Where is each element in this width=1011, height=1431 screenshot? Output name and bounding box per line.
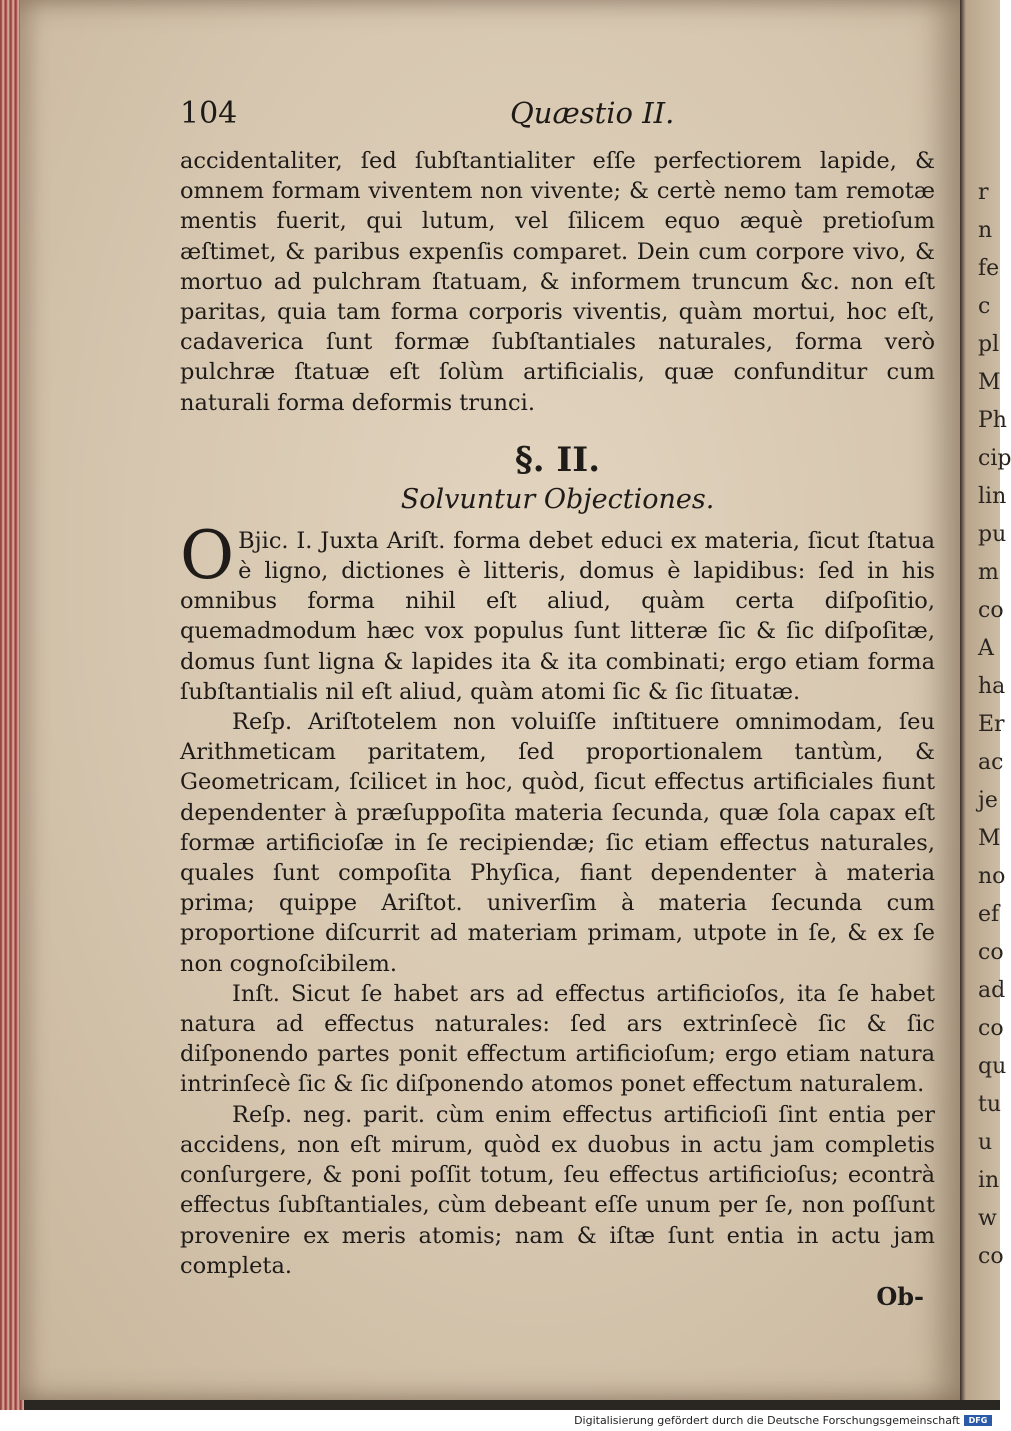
facing-page-fragment: qu [978,1054,1007,1079]
facing-page-fragment: ha [978,674,1006,699]
response-paragraph: Reſp. Ariſtotelem non voluiſſe inſtituere omnimodam, ſeu Arithmeticam paritatem, ſed proportionalem tantùm, & Geometricam, ſcilicet in hoc, quòd, ſicut effectus artificiales fiunt dependenter à præſuppoſita materia ſecunda, quæ ſola capax eſt formæ artificioſæ in ſe recipiendæ; ſic etiam effectus naturales, quales ſunt compoſita Phyſica, fiant dependenter à materia prima; quippe Ariſtot. univerſim à materia ſecunda cum proportione diſcurrit ad materiam primam, utpote in ſe, & ex ſe non cognoſcibilem. [180,709,935,977]
facing-page-fragment: co [978,1244,1004,1269]
facing-page-fragment: pu [978,522,1007,547]
facing-page-fragment: ac [978,750,1004,775]
facing-page-fragment: in [978,1168,1000,1193]
instance-paragraph: Inſt. Sicut ſe habet ars ad effectus artificioſos, ita ſe habet natura ad effectus naturales: ſed ars extrinſecè ſic & ſic diſponendo partes ponit effectum artificioſum; ergo etiam natura intrinſecè ſic & ſic diſponendo atomos ponet effectum naturalem. [180,980,935,1098]
facing-page-fragment: je [978,788,998,813]
dfg-logo: DFG [964,1415,992,1426]
page-header [180,96,920,136]
facing-page-fragment: ad [978,978,1006,1003]
facing-page-edge [960,0,1011,1400]
drop-cap: O [180,516,235,594]
facing-page-fragment: Er [978,712,1005,737]
catchword: Ob- [876,1282,924,1311]
digitization-footer [0,1410,1000,1431]
facing-page-fragment: M [978,370,1001,395]
facing-page-fragment: no [978,864,1006,889]
facing-page-fragment: pl [978,332,1000,357]
facing-page-fragment: A [978,636,994,661]
facing-page-fragment: n [978,218,993,243]
body-text [180,146,935,1281]
facing-page-fragment: co [978,940,1004,965]
facing-page-fragment: cip [978,446,1011,471]
facing-page-fragment: u [978,1130,993,1155]
facing-page-fragment: ef [978,902,1000,927]
facing-page-fragment: r [978,180,989,205]
facing-page-fragment: Ph [978,408,1007,433]
paragraph-continued: accidentaliter, ſed ſubſtantialiter eſſe perfectiorem lapide, & omnem formam viventem non vivente; & certè nemo tam remotæ mentis fuerit, qui lutum, vel ſilicem equo æquè pretioſum æſtimet, & paribus expenſis comparet. Dein cum corpore vivo, & mortuo ad pulchram ſtatuam, & informem truncum &c. non eſt paritas, quia tam forma corporis viventis, quàm mortui, hoc eſt, cadaverica ſunt formæ ſubſtantiales naturales, forma verò pulchræ ſtatuæ eſt ſolùm artificialis, quæ confunditur cum naturali forma deformis trunci. [180,148,935,416]
facing-page-fragment: co [978,598,1004,623]
section-number: §. II. [514,439,601,480]
objection-paragraph [180,516,935,707]
facing-page-fragment: lin [978,484,1007,509]
running-head: Quæstio II. [510,96,675,130]
facing-page-fragment: fe [978,256,1000,281]
facing-page-fragment: tu [978,1092,1002,1117]
section-title: Solvuntur Objectiones. [400,483,715,515]
facing-page-fragment: w [978,1206,997,1231]
facing-page-fragment: m [978,560,999,585]
response-paragraph-2: Reſp. neg. parit. cùm enim effectus artificioſi ſint entia per accidens, non eſt mirum, quòd ex duobus in actu jam completis conſurgere, & poni poſſit totum, ſeu effectus artificioſus; econtrà effectus ſubſtantiales, cùm debeant eſſe unum per ſe, non poſſunt provenire ex meris atomis; nam & iſtæ ſunt entia in actu jam completa. [180,1101,935,1279]
page-number: 104 [180,96,238,131]
facing-page-fragment: c [978,294,991,319]
objection-text: Bjic. I. Juxta Ariſt. forma debet educi ex materia, ſicut ſtatua è ligno, dictiones è litteris, domus è lapidibus: ſed in his omnibus forma nihil eſt aliud, quàm certa diſpoſitio, quemadmodum hæc vox populus ſunt litteræ ſic & ſic diſpoſitæ, domus ſunt ligna & lapides ita & ita combinati; ergo etiam forma ſubſtantialis nil eſt aliud, quàm atomi ſic & ſic ſituatæ. [180,527,935,705]
facing-page-fragment: M [978,826,1001,851]
facing-page-fragment: co [978,1016,1004,1041]
footer-credit: Digitalisierung gefördert durch die Deutsche Forschungsgemeinschaft [574,1414,960,1427]
